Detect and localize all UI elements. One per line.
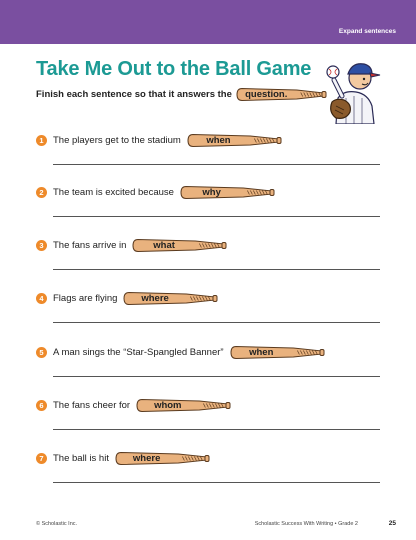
bat-knob <box>277 138 281 144</box>
item-number: 5 <box>36 347 47 358</box>
bat-icon <box>115 451 211 466</box>
bat-word: whom <box>154 400 182 411</box>
page-title: Take Me Out to the Ball Game <box>36 58 312 80</box>
bat-word: why <box>202 187 221 198</box>
list-item <box>36 398 380 413</box>
header-bar <box>0 0 416 44</box>
answer-line[interactable] <box>53 322 380 323</box>
bat-word: when <box>249 347 274 358</box>
bat-icon <box>123 291 219 306</box>
book-title: Scholastic Success With Writing • Grade 2 <box>254 521 358 527</box>
bat-knob <box>205 456 209 462</box>
copyright: © Scholastic Inc. <box>36 521 78 527</box>
bat-word: where <box>132 453 161 464</box>
item-number: 2 <box>36 187 47 198</box>
sentence-text: The ball is hit <box>53 453 109 464</box>
bat-knob <box>213 296 217 302</box>
list-item <box>36 238 380 253</box>
answer-line[interactable] <box>53 429 380 430</box>
baseball-player-icon <box>324 54 382 129</box>
item-number: 1 <box>36 135 47 146</box>
answer-line[interactable] <box>53 269 380 270</box>
instructions-text: Finish each sentence so that it answers the <box>36 89 232 100</box>
page-number: 25 <box>388 520 396 527</box>
list-item <box>36 133 380 148</box>
answer-line[interactable] <box>53 482 380 483</box>
sentence-text: A man sings the “Star-Spangled Banner” <box>53 347 224 358</box>
list-item <box>36 185 380 200</box>
bat-knob <box>320 350 324 356</box>
bat-icon <box>187 133 283 148</box>
sentence-text: Flags are flying <box>53 293 118 304</box>
bat-knob <box>226 403 230 409</box>
bat-icon <box>132 238 228 253</box>
bat-icon <box>180 185 276 200</box>
list-item <box>36 291 380 306</box>
bat-word: what <box>153 240 175 251</box>
answer-line[interactable] <box>53 164 380 165</box>
bat-knob <box>222 243 226 249</box>
item-number: 6 <box>36 400 47 411</box>
bat-word: where <box>141 293 169 304</box>
bat-knob <box>270 190 274 196</box>
sentence-text: The team is excited because <box>53 187 174 198</box>
item-number: 4 <box>36 293 47 304</box>
list-item <box>36 451 380 466</box>
section-label: Expand sentences <box>338 28 396 35</box>
sentence-text: The fans arrive in <box>53 240 127 251</box>
sentence-text: The fans cheer for <box>53 400 131 411</box>
answer-line[interactable] <box>53 376 380 377</box>
item-number: 7 <box>36 453 47 464</box>
bat-icon <box>136 398 232 413</box>
bat-icon <box>236 87 328 102</box>
instructions <box>36 87 328 102</box>
answer-line[interactable] <box>53 216 380 217</box>
item-number: 3 <box>36 240 47 251</box>
list-item <box>36 345 380 360</box>
bat-word: question. <box>245 89 288 100</box>
bat-word: when <box>206 135 231 146</box>
bat-icon <box>230 345 326 360</box>
sentence-text: The players get to the stadium <box>53 135 181 146</box>
